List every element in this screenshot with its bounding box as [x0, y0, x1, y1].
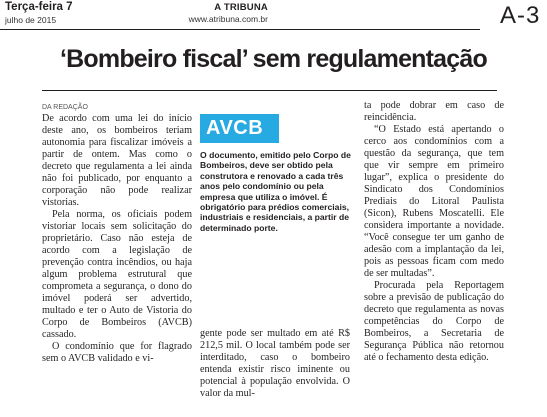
newspaper-url: www.atribuna.com.br [188, 13, 268, 24]
article-column-2 [200, 328, 350, 413]
info-box-title: AVCB [200, 114, 279, 143]
paragraph: De acordo com uma lei do início deste ano, os bombeiros teriam autonomia para fiscalizar imóveis a partir de ontem. Mas como o decreto que regulamenta a lei ainda não foi publicado, por enquanto a corporação não pode realizar vistorias. [42, 113, 192, 208]
paragraph: O condomínio que for flagrado sem o AVCB validado e vi- [42, 341, 192, 364]
article-column-1 [42, 113, 192, 413]
headline-rule [42, 90, 497, 91]
article-credit: DA REDAÇÃO [42, 104, 88, 111]
info-box-text: O documento, emitido pelo Corpo de Bombeiros, deve ser obtido pela construtora e renovado a cada três anos pelo condomínio ou pela empresa que utiliza o imóvel. É obrigatório para prédios comerciais, industriais e residenciais, a partir de determinado porte. [200, 150, 351, 233]
header-month: julho de 2015 [5, 14, 57, 25]
page-number: A-3 [500, 2, 541, 29]
header-brand [148, 3, 268, 23]
avcb-info-box [200, 100, 357, 321]
paragraph: “O Estado está apertando o cerco aos condomínios com a questão da segurança, que tem que vir sempre em primeiro lugar”, explica o presidente do Sindicato dos Condomínios Prediais do Litoral Paulista (Sicon), Rubens Moscatelli. Ele considera importante a novidade. “Você consegue ter um ganho de adesão com a implantação da lei, pois as pessoas ficam com medo de ser multadas”. [364, 124, 504, 279]
article-column-3 [364, 100, 504, 413]
header-rule [0, 29, 480, 30]
paragraph: ta pode dobrar em caso de reincidência. [364, 100, 504, 123]
header-date [5, 2, 73, 24]
paragraph: Procurada pela Reportagem sobre a previsão de publicação do decreto que regulamenta as novas competências do Corpo de Bombeiros, a Secretaria de Segurança Pública não retornou até o fechamento desta edição. [364, 280, 504, 363]
paragraph: Pela norma, os oficiais podem vistoriar locais sem solicitação do proprietário. Caso não esteja de acordo com a legislação de prevenção contra incêndios, ou haja algum problema estrutural que comprometa a segurança, o dono do imóvel poderá ser advertido, multado e ter o Auto de Vistoria do Corpo de Bombeiros (AVCB) cassado. [42, 209, 192, 340]
newspaper-name: A TRIBUNA [214, 2, 268, 13]
article-headline: ‘Bombeiro fiscal’ sem regulamentação [60, 45, 487, 73]
header-day: Terça-feira 7 [5, 1, 73, 13]
paragraph: gente pode ser multado em até R$ 212,5 mil. O local também pode ser interditado, caso o bombeiro entenda existir risco iminente ou potencial à população envolvida. O valor da mul- [200, 328, 350, 399]
